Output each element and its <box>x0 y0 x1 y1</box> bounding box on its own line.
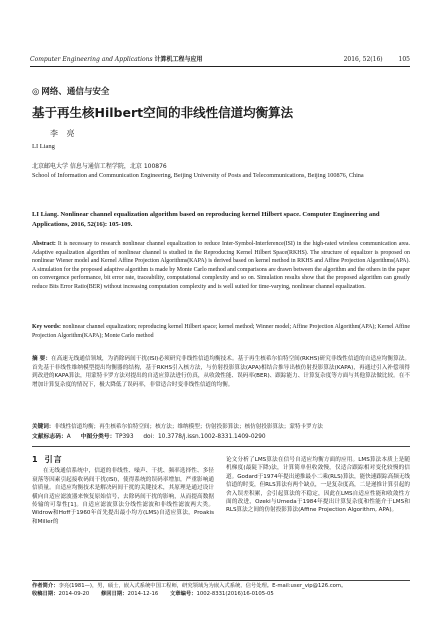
author-bio-label: 作者简介： <box>32 583 59 589</box>
received-date: 2014-09-20 <box>58 590 90 597</box>
abstract-cn <box>32 355 410 389</box>
keywords-cn-text: 非线性信道均衡；再生核希尔伯特空间；核方法；维纳模型；仿射投影算法；核仿射投影算法；蒙特卡罗方法 <box>54 424 323 430</box>
target-icon: ◎ <box>32 87 40 97</box>
keywords-cn-label: 关键词： <box>32 424 55 430</box>
affiliation-cn: 北京邮电大学 信息与通信工程学院，北京 100876 <box>32 163 167 170</box>
section-number: 1 <box>32 455 39 464</box>
section-tag <box>32 85 109 97</box>
author-cn: 李 亮 <box>50 129 78 138</box>
journal-name-en: Computer Engineering and Applications <box>30 56 153 63</box>
received-label: 收稿日期： <box>32 590 59 597</box>
footnote <box>32 580 410 598</box>
divider <box>32 446 410 447</box>
doc-code-label: 文献标志码： <box>32 434 67 440</box>
abstract-en-label: Abstract: <box>32 241 56 247</box>
revised-label: 修回日期： <box>100 590 128 597</box>
keywords-en-text: nonlinear channel equalization; reproducing kernel Hilbert space; kernel method; Winner model; Affine Projection Algorithm(APA); Kernel Affine Projection Algorithm(KAPA); Monte Carlo method <box>32 324 410 339</box>
journal-name <box>30 56 203 64</box>
keywords-en <box>32 323 410 340</box>
doc-code-value: A <box>66 434 71 440</box>
section-title: 引言 <box>44 455 63 464</box>
abstract-cn-text: 在高速无线通信领域，为消除码间干扰(ISI)必须研究非线性信道均衡技术。基于再生核希尔伯特空间(RKHS)研究非线性信道的自适应均衡算法。首先基于非线性维纳模型提出均衡器的结构，基于RKHS引入核方法，与仿射投影算法(APA)相结合推导出核仿射投影算法(KAPA)，再通过引入补偿项得到改进的KAPA算法，用蒙特卡罗方法对提出的自适应算法进行仿真，从收敛性能、误码率(BER)、跟踪能力、计算复杂度等方面与其他算法做比较。在不增加计算复杂度的情况下，极大降低了误码率，非常适合时变非线性信道的均衡。 <box>32 356 410 388</box>
body-paragraph-right: 论文分析了LMS算法在信号自适应均衡方面的应用。LMS算法本质上是随机梯度(最陡下降)法，计算简单但收敛慢，仅适合跟踪相对变化较慢的信道。Godard于1974年提出递推最小二乘(RLS)算法，能快速跟踪高频无线信道的时变，但RLS算法有两个缺点，一是复杂度高，二是递推计算引起的舍入误差积累，会引起算法的不稳定，因此在LMS自适应性能和收敛性方面的改进，Ozeki与Umeda于1984年提出计算复杂度和性能介于LMS和RLS算法之间的仿射投影算法(Affine Projection Algorithm, APA)。 <box>226 457 410 514</box>
clc-value: TP393 <box>115 434 134 440</box>
affiliation <box>32 163 410 180</box>
section-heading <box>32 456 214 464</box>
keywords-cn <box>32 423 410 432</box>
author-en: LI Liang <box>32 143 55 150</box>
body-column-right <box>226 456 410 515</box>
running-head <box>30 56 410 67</box>
body-paragraph-left: 在无线通信系统中，信道的非线性、噪声、干扰、频率选择性、多径衰落等因素引起接收码间干扰(ISI)，使得系统的误码率增加，严重影响通信质量。自适应均衡技术是解决码间干扰的关键技术，其原理是通过设计横向自适应滤波器来恢复原始信号，去除码间干扰的影响，从而提高数据传输的可靠性[1]。自适应滤波算法分线性滤波和非线性滤波两大类。Widrow和Hoff于1960年首先提出最小均方(LMS)自适应算法，Proakis和Miller的 <box>32 468 214 525</box>
doi: doi：10.3778/j.issn.1002-8331.1409-0290 <box>143 434 266 440</box>
issue-number: 2016, 52(16) <box>343 56 383 63</box>
revised-date: 2014-12-16 <box>127 590 159 597</box>
author-bio-text: 李亮(1981—)，男，硕士，嵌入式系统中国工程师，研究领域为为嵌入式系统、信号处理。E-mail:user_vip@126.com。 <box>58 583 347 589</box>
paper-title: 基于再生核Hilbert空间的非线性信道均衡算法 <box>32 105 294 120</box>
dates-line <box>32 591 410 599</box>
journal-name-cn: 计算机工程与应用 <box>154 56 203 63</box>
issue-info <box>330 56 410 64</box>
page-number: 105 <box>398 56 410 63</box>
body-column-left <box>32 456 214 526</box>
affiliation-en: School of Information and Communication Engineering, Beijing University of Posts and Telecommunications, Beijing 100876, China <box>32 171 364 179</box>
abstract-en <box>32 240 410 292</box>
classification-line <box>32 433 410 442</box>
citation: LI Liang. Nonlinear channel equalization algorithm based on reproducing kernel Hilbert space. Computer Engineering and Applications, 2016, 52(16): 105-109. <box>32 211 380 228</box>
abstract-cn-label: 摘 要： <box>32 356 51 362</box>
clc-label: 中图分类号： <box>80 434 116 440</box>
keywords-en-label: Key words: <box>32 324 62 330</box>
abstract-en-text: It is necessary to research nonlinear channel equalization to reduce Inter-Symbol-Interference(ISI) in the high-rated wireless communication area. Adaptive equalization algorithm of nonlinear channel is studied in the Reproducing Kernel Hilbert Space(RKHS). The structure of equalizer is proposed on nonlinear Wiener model and Kernel Affine Projection Algorithms(KAPA) is derived based on kernel method in RKHS and Affine Projection Algorithms(APA). A simulation for the proposed adaptive algorithm is made by Monte Carlo method and comparisons are drawn between the algorithm and the others in the paper on convergence performance, bit error rate, traceability, computational complexity and so on. Simulation results show that the proposed algorithm can greatly reduce Bits Error Ratio(BER) without increasing computation complexity and is well suited for time-varying, nonlinear channel equalization. <box>32 241 410 290</box>
section-tag-label: 网络、通信与安全 <box>41 87 110 97</box>
author-bio <box>32 583 410 591</box>
article-no-label: 文章编号： <box>169 590 197 597</box>
article-no: 1002-8331(2016)16-0105-05 <box>196 590 274 597</box>
